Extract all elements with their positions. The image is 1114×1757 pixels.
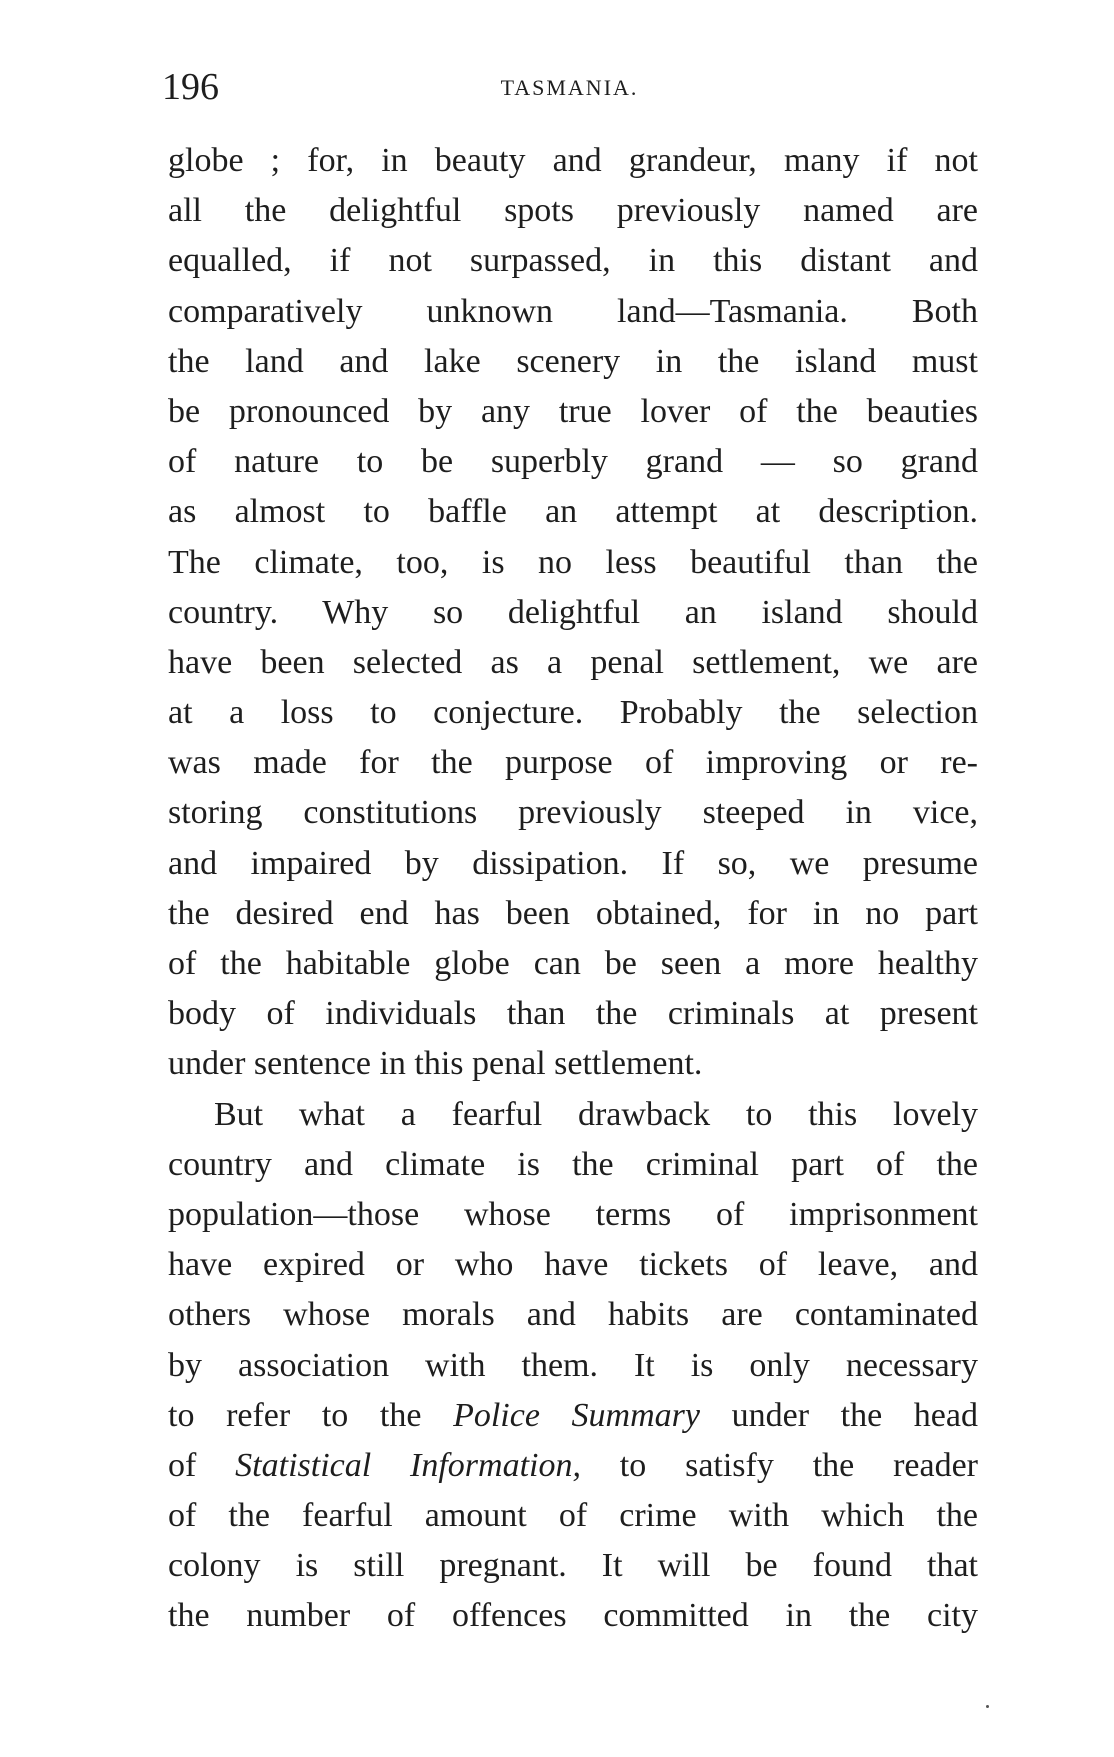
- text-line: of nature to be superbly grand — so grand: [168, 443, 978, 481]
- line-text-before: to refer to the: [168, 1396, 454, 1434]
- text-line: by association with them. It is only necessary: [168, 1346, 978, 1384]
- text-line: others whose morals and habits are contaminated: [168, 1296, 978, 1334]
- text-line: all the delightful spots previously named are: [168, 192, 978, 230]
- text-line: comparatively unknown land—Tasmania. Both: [168, 292, 978, 330]
- text-line: the number of offences committed in the city: [168, 1597, 978, 1635]
- text-line: globe ; for, in beauty and grandeur, many if not: [168, 142, 978, 179]
- line-text-after: under the head: [699, 1396, 978, 1434]
- line-text-before: of: [168, 1446, 236, 1484]
- text-line: as almost to baffle an attempt at description.: [168, 493, 978, 531]
- italic-police-summary: Police Summary: [453, 1396, 700, 1434]
- text-line-statistical-information: [168, 1441, 978, 1491]
- text-line: under sentence in this penal settlement.: [168, 1045, 703, 1083]
- body-text: [168, 136, 978, 1642]
- text-line: country and climate is the criminal part of the: [168, 1145, 978, 1183]
- running-title: TASMANIA.: [500, 75, 639, 100]
- text-line: But what a fearful drawback to this lovely: [214, 1095, 978, 1133]
- text-line: was made for the purpose of improving or re-: [168, 744, 978, 782]
- text-line: country. Why so delightful an island should: [168, 593, 978, 631]
- text-line: be pronounced by any true lover of the beauties: [168, 392, 978, 430]
- ink-speck: [986, 1705, 989, 1708]
- text-line: colony is still pregnant. It will be found that: [168, 1547, 978, 1585]
- text-line: and impaired by dissipation. If so, we presume: [168, 844, 978, 882]
- text-line: of the habitable globe can be seen a more healthy: [168, 945, 978, 982]
- text-line: The climate, too, is no less beautiful than the: [168, 543, 978, 581]
- line-text-after: to satisfy the reader: [580, 1446, 979, 1484]
- page-number: 196: [162, 66, 219, 108]
- running-head: [162, 62, 977, 112]
- text-line-police-summary: [168, 1391, 978, 1441]
- text-line: the desired end has been obtained, for in no part: [168, 894, 978, 932]
- text-line: storing constitutions previously steeped in vice,: [168, 794, 978, 832]
- text-line: of the fearful amount of crime with which the: [168, 1497, 978, 1535]
- paragraph-1: [168, 136, 978, 1090]
- text-line: have been selected as a penal settlement, we are: [168, 643, 978, 681]
- text-line: have expired or who have tickets of leave, and: [168, 1246, 978, 1284]
- text-line: at a loss to conjecture. Probably the selection: [168, 694, 978, 732]
- paragraph-2: [168, 1090, 978, 1642]
- text-line: body of individuals than the criminals at present: [168, 995, 978, 1033]
- text-line: the land and lake scenery in the island must: [168, 342, 978, 380]
- text-line: equalled, if not surpassed, in this distant and: [168, 242, 978, 280]
- italic-statistical-information: Statistical Information,: [235, 1446, 581, 1484]
- text-line: population—those whose terms of imprisonment: [168, 1195, 978, 1233]
